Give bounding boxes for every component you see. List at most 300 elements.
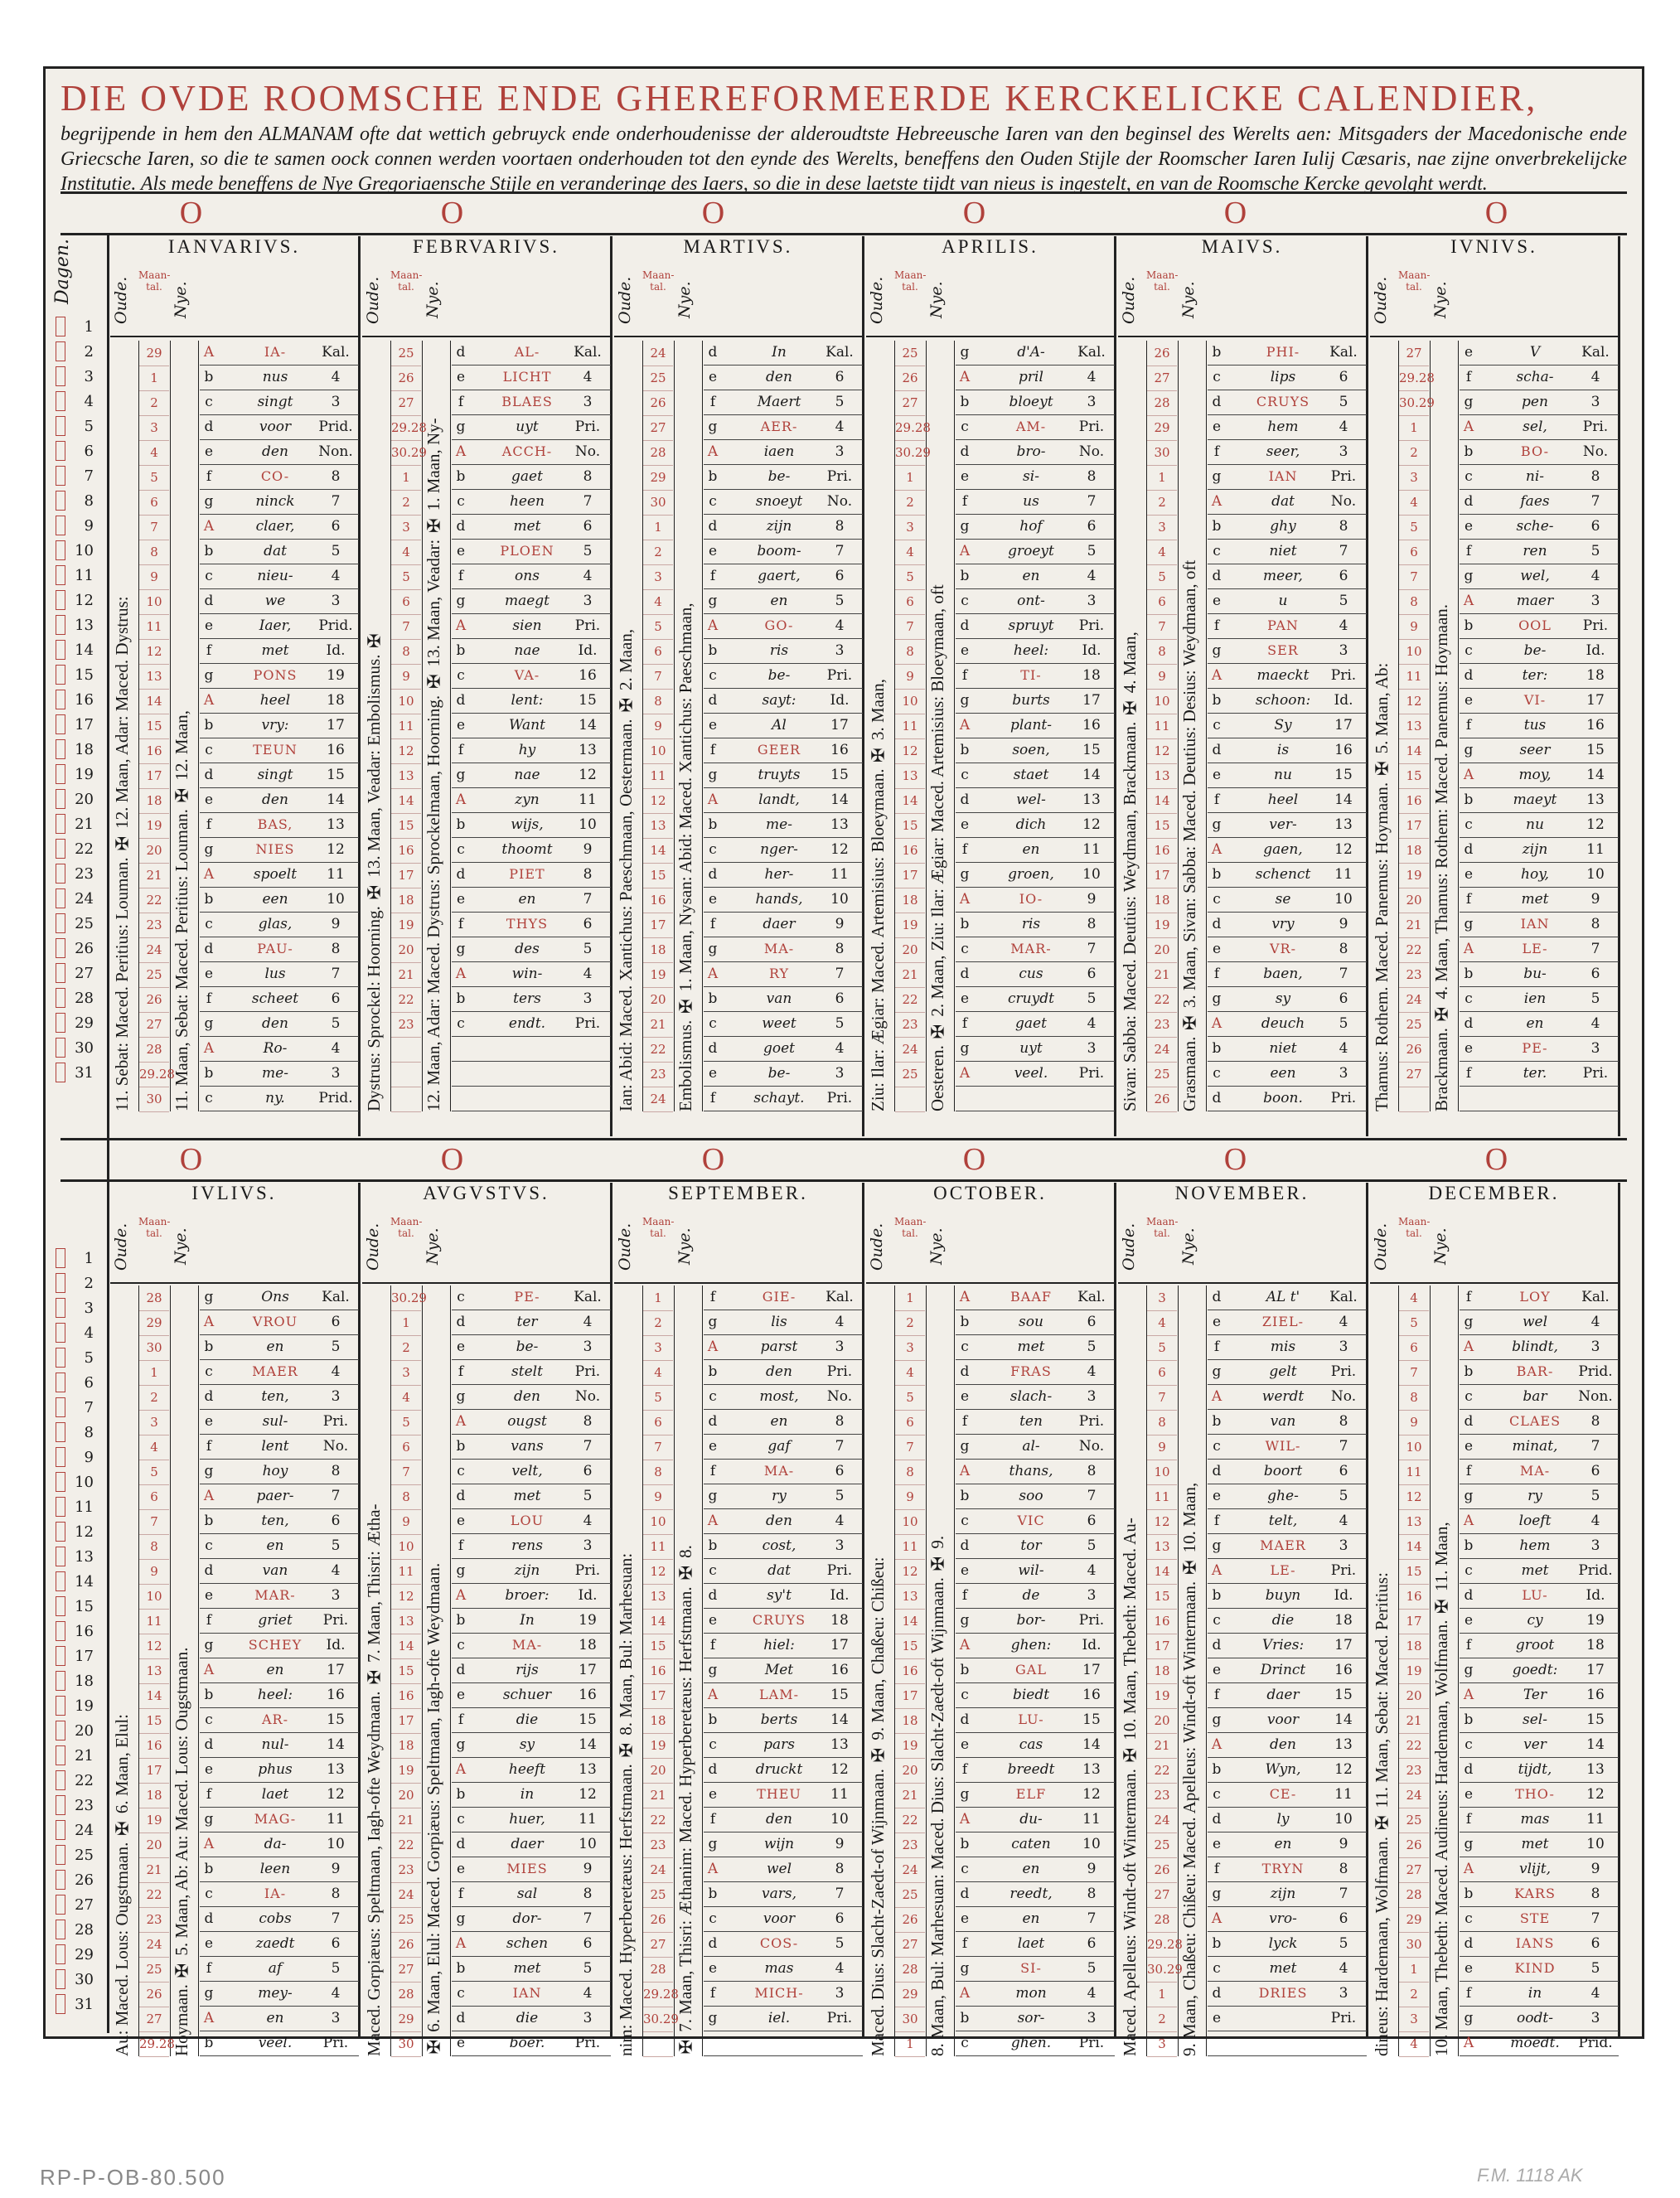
roman-date: 15	[1334, 767, 1353, 783]
moon-count: 16	[391, 838, 421, 864]
calendar-row	[1208, 1658, 1367, 1683]
verse-word: den	[262, 443, 288, 460]
roman-date: 8	[1087, 1886, 1097, 1902]
dominical-letter: f	[206, 1786, 212, 1803]
calendar-row	[1208, 1385, 1367, 1410]
moon-count: 23	[643, 1062, 673, 1087]
verse-word: deuch	[1261, 1015, 1305, 1032]
moon-count: 25	[895, 1062, 925, 1087]
moon-count: 9	[391, 1509, 421, 1535]
calendar-row	[452, 440, 611, 465]
month-column	[1370, 236, 1620, 1136]
day-marker-box	[56, 1273, 65, 1293]
moon-count: 25	[643, 1882, 673, 1908]
moon-count: 29.28	[1147, 1932, 1177, 1958]
verse-word: THYS	[506, 916, 549, 932]
dominical-letter: c	[1465, 642, 1473, 659]
dominical-letter: f	[1213, 1687, 1220, 1703]
moon-count: 17	[1147, 863, 1177, 888]
verse-word: Want	[509, 717, 545, 733]
verse-word: groeyt	[1008, 543, 1054, 559]
calendar-row	[956, 1982, 1115, 2007]
moon-count: 14	[1399, 738, 1429, 764]
dominical-letter: A	[959, 1985, 971, 2002]
calendar-row	[956, 664, 1115, 689]
verse-word: zijn	[1270, 1886, 1296, 1902]
rule-top-section	[61, 233, 1627, 235]
roman-date: 4	[1590, 369, 1600, 385]
day-marker-box	[56, 1323, 65, 1343]
calendar-row	[200, 390, 359, 415]
month-body	[1370, 341, 1618, 1111]
calendar-row	[1208, 415, 1367, 440]
verse-word: niet	[1269, 1040, 1297, 1057]
roman-date: 9	[835, 916, 845, 932]
day-marker-box	[56, 590, 65, 610]
verse-word: ougst	[507, 1413, 547, 1430]
dominical-letter: d	[1212, 1811, 1222, 1828]
verse-word: maer	[1516, 593, 1554, 609]
dominical-letter: b	[708, 1363, 718, 1380]
roman-date: 11	[1082, 841, 1101, 858]
verse-word: hof	[1019, 518, 1043, 535]
calendar-row	[956, 1634, 1115, 1658]
moon-count: 2	[391, 490, 421, 516]
roman-date: 17	[1334, 717, 1353, 733]
verse-word: ons	[515, 568, 540, 584]
moon-count: 7	[1399, 1360, 1429, 1386]
moon-count: 25	[391, 341, 421, 366]
verse-word: lips	[1270, 369, 1296, 385]
dominical-letter: b	[708, 816, 718, 833]
calendar-row	[1460, 1509, 1619, 1534]
calendar-row	[704, 2007, 863, 2031]
moon-count: 14	[895, 788, 925, 814]
month-column-header	[614, 264, 862, 337]
dominical-letter: c	[961, 767, 969, 783]
moon-count: 5	[895, 1385, 925, 1411]
moon-count: 3	[139, 415, 169, 441]
roman-date: 4	[835, 1314, 845, 1330]
calendar-row	[452, 714, 611, 738]
roman-date: Kal.	[574, 344, 602, 361]
calendar-row	[704, 465, 863, 490]
roman-date: 11	[1082, 1811, 1101, 1828]
roman-date: 3	[1087, 394, 1097, 410]
verse-word: Ons	[261, 1289, 289, 1305]
roman-date: Id.	[1082, 1637, 1101, 1653]
dominical-letter: e	[1212, 1836, 1222, 1852]
calendar-row	[200, 1783, 359, 1808]
day-row	[51, 737, 107, 762]
roman-date: 7	[583, 493, 593, 510]
calendar-row	[956, 1733, 1115, 1758]
roman-date: 5	[1339, 1488, 1348, 1504]
maantal-label: Maan-tal.	[1398, 1216, 1431, 1239]
roman-date: 4	[331, 1562, 341, 1579]
calendar-row	[956, 689, 1115, 714]
roman-date: 17	[327, 1662, 345, 1678]
verse-word: tijdt,	[1518, 1761, 1552, 1778]
verse-word: den	[1270, 1736, 1296, 1753]
month-body	[866, 1285, 1114, 2056]
roman-date: 4	[583, 369, 593, 385]
verse-word: groot	[1515, 1637, 1555, 1653]
moon-count: 17	[391, 863, 421, 888]
calendar-row	[704, 738, 863, 763]
verse-word: truyts	[758, 767, 801, 783]
roman-date: 8	[1087, 1463, 1097, 1479]
verse-word: LU-	[1018, 1711, 1044, 1727]
roman-date: 4	[583, 1314, 593, 1330]
moon-count: 30.29	[1147, 1957, 1177, 1983]
verse-word: sel,	[1523, 419, 1547, 435]
roman-date: 8	[583, 468, 593, 485]
roman-date: Kal.	[322, 1289, 350, 1305]
moon-count: 4	[895, 540, 925, 565]
roman-date: 4	[331, 369, 341, 385]
dominical-letter: g	[204, 1289, 214, 1305]
moon-count: 26	[1399, 1832, 1429, 1858]
roman-date: 3	[1339, 642, 1348, 659]
calendar-row	[1208, 1808, 1367, 1832]
roman-date: Prid.	[318, 419, 353, 435]
moon-count: 9	[643, 714, 673, 739]
moon-count: 15	[1147, 813, 1177, 839]
dominical-letter: e	[708, 1065, 718, 1082]
roman-date: 17	[1082, 1662, 1101, 1678]
dominical-letter: c	[961, 593, 969, 609]
moon-count: 7	[139, 1509, 169, 1535]
calendar-row	[1208, 1435, 1367, 1460]
dominical-letter: b	[708, 990, 718, 1007]
roman-date: 8	[835, 1861, 845, 1877]
calendar-row	[704, 1559, 863, 1584]
dominical-letter: f	[709, 394, 716, 410]
roman-date: 6	[583, 1463, 593, 1479]
dominical-letter: d	[456, 1488, 466, 1504]
moon-count: 28	[1147, 1907, 1177, 1933]
day-marker-box	[56, 789, 65, 809]
roman-date: 6	[583, 916, 593, 932]
verse-word: wil-	[1018, 1562, 1044, 1579]
dominical-letter: e	[708, 1438, 718, 1455]
moon-count: 2	[139, 1385, 169, 1411]
calendar-row	[956, 788, 1115, 813]
moon-count: 7	[1399, 564, 1429, 590]
verse-word: boom-	[757, 543, 801, 559]
day-number: 9	[84, 516, 94, 535]
moon-count: 20	[895, 1758, 925, 1784]
roman-date: 5	[1590, 990, 1600, 1007]
calendar-row	[1460, 888, 1619, 913]
oude-names: Ian: Abid: Maced. Xantichus: Paeschmaan, Oestermaan. ✠ 2. Maan,	[616, 628, 636, 1111]
roman-date: 5	[835, 1488, 845, 1504]
dominical-letter: g	[456, 1910, 466, 1927]
calendar-row	[1460, 1012, 1619, 1037]
dominical-letter: e	[204, 792, 214, 808]
roman-date: 9	[331, 916, 341, 932]
calendar-row	[452, 1037, 611, 1062]
calendar-row	[1208, 2007, 1367, 2031]
moon-count: 16	[643, 1658, 673, 1684]
roman-date: 4	[1339, 419, 1348, 435]
moon-count: 23	[1147, 1783, 1177, 1808]
verse-word: schenct	[1255, 866, 1311, 883]
moon-count: 15	[139, 714, 169, 739]
dominical-letter: b	[1212, 692, 1222, 709]
verse-word: be-	[767, 1065, 791, 1082]
verse-word: den	[262, 792, 288, 808]
calendar-row	[200, 515, 359, 540]
moon-count	[895, 1087, 925, 1112]
calendar-row	[452, 1882, 611, 1907]
dominical-letter: g	[960, 1960, 970, 1977]
dominical-letter: e	[1212, 593, 1222, 609]
verse-word: win-	[511, 966, 543, 982]
calendar-row	[200, 1832, 359, 1857]
calendar-row	[704, 664, 863, 689]
oude-label: Oude.	[1372, 1222, 1390, 1271]
verse-word: me-	[766, 816, 792, 833]
moon-count: 20	[1399, 1683, 1429, 1709]
roman-date: Pri.	[1582, 419, 1609, 435]
moon-count: 10	[1147, 689, 1177, 714]
dominical-letter: g	[708, 767, 718, 783]
column-rule	[450, 1285, 451, 2056]
calendar-row	[956, 515, 1115, 540]
calendar-row	[1208, 1832, 1367, 1857]
dominical-letter: c	[709, 1015, 717, 1032]
moon-count: 14	[139, 1683, 169, 1709]
roman-date: 3	[331, 1388, 341, 1405]
dominical-letter: f	[206, 1960, 212, 1977]
moon-count: 28	[643, 1957, 673, 1983]
moon-count: 18	[1399, 838, 1429, 864]
dominical-letter: d	[1464, 493, 1474, 510]
verse-word: vans	[511, 1438, 544, 1455]
day-marker-box	[56, 1646, 65, 1666]
roman-date: 11	[830, 866, 849, 883]
verse-word: landt,	[758, 792, 800, 808]
roman-date: 5	[331, 543, 341, 559]
moon-count: 6	[895, 589, 925, 615]
column-rule	[1430, 1285, 1431, 2056]
dominical-letter: g	[1464, 916, 1474, 932]
verse-word: CLAES	[1508, 1413, 1561, 1429]
verse-word: PAU-	[257, 941, 293, 956]
calendar-row	[956, 1832, 1115, 1857]
roman-date: Pri.	[1330, 1363, 1357, 1380]
maantal-label: Maan-tal.	[1146, 1216, 1179, 1239]
ornament-mark: O	[962, 1142, 986, 1177]
roman-date: 14	[1082, 767, 1101, 783]
roman-date: 3	[1590, 2010, 1600, 2026]
verse-word: gaet	[511, 468, 543, 485]
dominical-letter: g	[960, 692, 970, 709]
nye-names: 9. Maan, Chaßeu: Chißeu: Maced. Apelleus: Windt-oft Wintermaan. ✠ 10. Maan,	[1179, 1482, 1199, 2056]
calendar-row	[704, 1733, 863, 1758]
month-column	[362, 236, 612, 1136]
roman-date: 8	[1590, 1886, 1600, 1902]
moon-count: 23	[895, 1012, 925, 1038]
roman-date: 8	[835, 1413, 845, 1430]
roman-date: 17	[1334, 1637, 1353, 1653]
day-row	[51, 1060, 107, 1085]
calendar-row	[704, 589, 863, 614]
calendar-row	[1460, 1882, 1619, 1907]
column-rule	[1458, 1285, 1459, 2056]
nye-label: Nye.	[1179, 281, 1198, 319]
calendar-row	[452, 1310, 611, 1335]
calendar-row	[452, 1758, 611, 1783]
calendar-row	[452, 937, 611, 962]
day-row	[51, 1793, 107, 1818]
dominical-letter: g	[1464, 1662, 1474, 1678]
roman-date: Prid.	[1578, 2035, 1613, 2051]
calendar-row	[1460, 1435, 1619, 1460]
verse-word: VROU	[252, 1314, 298, 1329]
calendar-row	[1460, 341, 1619, 366]
calendar-row	[956, 1907, 1115, 1932]
dominical-letter: A	[455, 1761, 467, 1778]
dominical-letter: b	[1212, 1761, 1222, 1778]
roman-date: 4	[583, 1985, 593, 2002]
calendar-row	[956, 614, 1115, 639]
moon-count: 22	[391, 987, 421, 1013]
dominical-letter: d	[1212, 1463, 1222, 1479]
moon-count: 22	[139, 1882, 169, 1908]
calendar-row	[704, 1037, 863, 1062]
calendar-row	[1460, 490, 1619, 515]
day-number: 29	[75, 1945, 94, 1963]
moon-count: 7	[895, 614, 925, 640]
verse-word: IAN	[1520, 916, 1550, 932]
moon-count: 14	[1399, 1534, 1429, 1560]
moon-count: 6	[1399, 1335, 1429, 1361]
oude-names: 11. Sebat: Maced. Peritius: Louman. ✠ 12. Maan, Adar: Maced. Dystrus:	[112, 596, 132, 1111]
verse-word: hands,	[755, 891, 803, 908]
moon-count	[1399, 1087, 1429, 1112]
dominical-letter: d	[708, 1935, 718, 1952]
moon-count: 7	[391, 614, 421, 640]
calendar-row	[452, 639, 611, 664]
day-number: 30	[75, 1970, 94, 1988]
dominical-letter: f	[458, 1886, 464, 1902]
moon-count: 25	[643, 366, 673, 391]
roman-date: 7	[1087, 941, 1097, 957]
roman-date: 8	[1087, 468, 1097, 485]
roman-date: Pri.	[826, 468, 853, 485]
calendar-row	[956, 1509, 1115, 1534]
moon-count: 29.28	[139, 2031, 169, 2057]
moon-count: 1	[895, 2031, 925, 2057]
moon-count: 14	[139, 689, 169, 714]
dominical-letter: f	[1213, 617, 1220, 634]
roman-date: 5	[331, 1339, 341, 1355]
verse-word: Al	[772, 717, 787, 733]
dominical-letter: A	[203, 2010, 215, 2026]
day-number: 12	[75, 591, 94, 609]
dominical-letter: f	[1465, 1463, 1472, 1479]
day-row	[51, 1967, 107, 1992]
dominical-letter: c	[709, 1910, 717, 1927]
oude-names: Sivan: Sabba: Maced. Deutius: Weydmaan, Brackmaan. ✠ 4. Maan,	[1120, 632, 1140, 1111]
dominical-letter: e	[1464, 1786, 1474, 1803]
nye-label: Nye.	[1431, 1227, 1450, 1266]
day-number: 19	[75, 1697, 94, 1715]
verse-word: PIET	[509, 866, 545, 882]
calendar-row	[956, 863, 1115, 888]
column-rule	[702, 341, 703, 1111]
dominical-letter: A	[1463, 1513, 1474, 1529]
roman-date: 6	[835, 990, 845, 1007]
calendar-row	[1460, 937, 1619, 962]
dominical-letter: e	[960, 1388, 970, 1405]
roman-date: 12	[1334, 841, 1353, 858]
verse-word: LE-	[1522, 941, 1548, 956]
roman-date: 15	[830, 767, 849, 783]
moon-count: 13	[139, 664, 169, 690]
calendar-row	[200, 1087, 359, 1111]
roman-date: 7	[1339, 1438, 1348, 1455]
calendar-row	[200, 1907, 359, 1932]
moon-count: 18	[643, 937, 673, 963]
verse-word: ien	[1523, 990, 1547, 1007]
verse-word: heel	[259, 692, 291, 709]
nye-names: Brackmaan. ✠ 4. Maan, Thamus: Rothem: Maced. Panemus: Hoymaan.	[1431, 603, 1451, 1111]
moon-count: 5	[1399, 1310, 1429, 1336]
dominical-letter: A	[959, 1289, 971, 1305]
ornament-mark: O	[701, 196, 725, 230]
dominical-letter: b	[960, 1488, 970, 1504]
verse-word: van	[766, 990, 792, 1007]
month-body	[110, 1285, 358, 2056]
day-row	[51, 637, 107, 662]
calendar-row	[200, 1808, 359, 1832]
roman-date: 14	[1082, 1736, 1101, 1753]
verse-word: LE-	[1270, 1562, 1296, 1578]
calendar-row	[1208, 1509, 1367, 1534]
moon-count: 28	[139, 1285, 169, 1311]
day-row	[51, 389, 107, 414]
calendar-row	[452, 1484, 611, 1509]
calendar-row	[452, 1410, 611, 1435]
calendar-row	[452, 1087, 611, 1111]
dominical-letter: A	[455, 617, 467, 634]
roman-date: 18	[830, 1612, 849, 1629]
nye-label: Nye.	[1179, 1227, 1198, 1266]
roman-date: Pri.	[1330, 1090, 1357, 1106]
roman-date: 15	[1586, 742, 1605, 758]
dominical-letter: c	[1213, 891, 1221, 908]
day-number: 28	[75, 1920, 94, 1939]
dominical-letter: c	[457, 1015, 465, 1032]
dominical-letter: f	[206, 990, 212, 1007]
moon-count: 19	[895, 913, 925, 938]
day-number: 4	[84, 392, 94, 410]
verse-word: velt,	[511, 1463, 543, 1479]
roman-date: Prid.	[1578, 1562, 1613, 1579]
day-marker-box	[56, 1870, 65, 1890]
maantal-label: Maan-tal.	[138, 1216, 171, 1239]
day-marker-box	[56, 1721, 65, 1740]
dominical-letter: f	[1213, 966, 1220, 982]
roman-date: 6	[835, 568, 845, 584]
roman-date: No.	[322, 1438, 349, 1455]
moon-count: 20	[643, 987, 673, 1013]
verse-word: loeft	[1518, 1513, 1552, 1529]
